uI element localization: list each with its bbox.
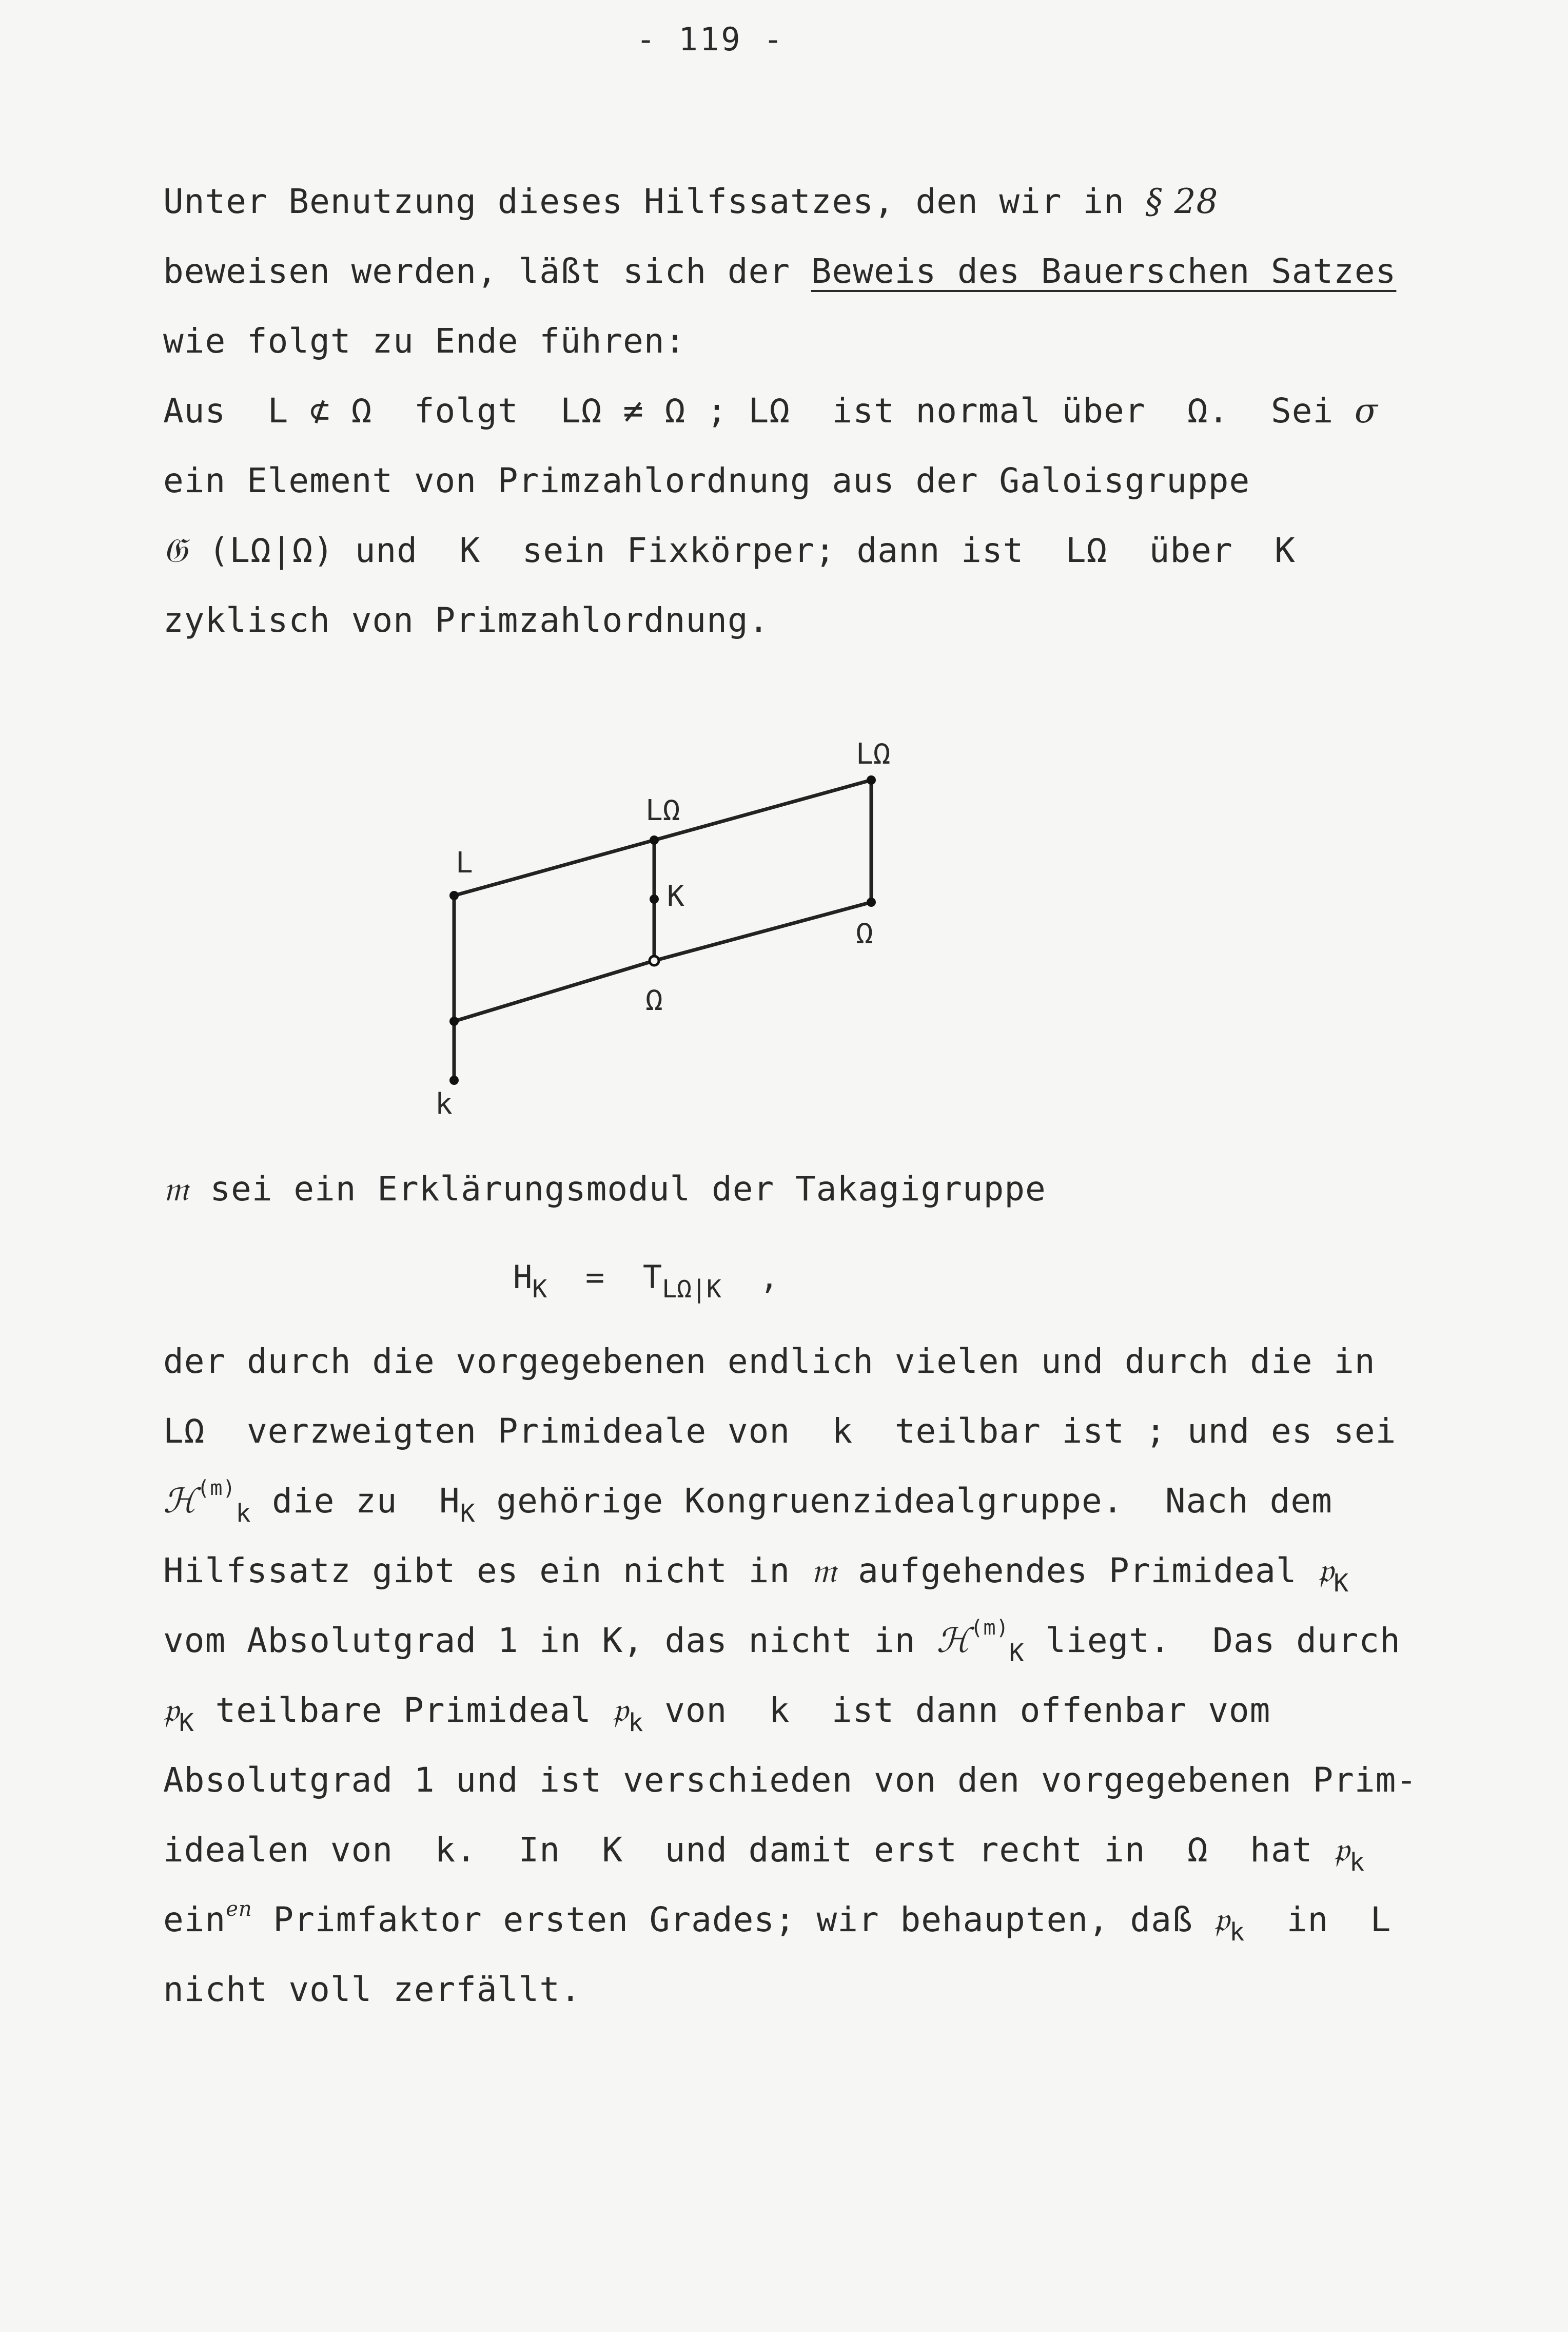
text-line-10: LΩ verzweigten Primideale von k teilbar ist ; und es sei [163,1411,1397,1451]
node-LO-top [867,775,876,785]
node-O-right [867,898,876,907]
galois-group-symbol: 𝔊 [163,531,188,570]
text-line-17: ein$^{en}$ Primfaktor ersten Grades; wir behaupten, daß 𝔭$_k$ in L [163,1897,1391,1947]
label-k: k [435,1087,453,1121]
node-L [449,891,459,900]
text-line-5: ein Element von Primzahlordnung aus der Galoisgruppe [163,461,1250,500]
diagram-edge [454,840,654,896]
diagram-edge [654,780,871,840]
text-line-16: idealen von k. In K und damit erst recht in Ω hat 𝔭$_k$ [163,1830,1365,1877]
label-O-right: Ω [856,917,873,950]
diagram-edge [654,902,871,961]
modulus-symbol: 𝔪 [163,1169,189,1209]
label-L: L [456,846,473,880]
text-line-8: 𝔪 sei ein Erklärungsmodul der Takagigruppe [163,1169,1046,1209]
text-line-11: ℋ$^{(m)}_k$ die zu $H_K$ gehörige Kongruenzidealgruppe. Nach dem [163,1476,1332,1528]
text-line-3: wie folgt zu Ende führen: [163,321,686,361]
label-O-mid: Ω [645,984,663,1017]
page-number: - 119 - [636,21,785,58]
handwritten-correction: en [226,1897,252,1921]
text-line-7: zyklisch von Primzahlordnung. [163,600,770,640]
text-line-6: 𝔊 (LΩ|Ω) und K sein Fixkörper; dann ist LΩ über K [163,531,1296,570]
text-line-4: Aus L ⊄ Ω folgt LΩ ≠ Ω ; LΩ ist normal über Ω. Sei σ [163,391,1378,431]
text-line-9: der durch die vorgegebenen endlich vielen und durch die in [163,1342,1376,1381]
node-O-mid [650,956,659,965]
node-K [650,895,659,904]
node-k [449,1076,459,1085]
label-LO-top: LΩ [856,737,891,771]
text-line-2: beweisen werden, läßt sich der Beweis des Bauerschen Satzes [163,251,1397,291]
text-line-1: Unter Benutzung dieses Hilfssatzes, den wir in § 28 [163,182,1219,221]
formula-takagi-group: $H_K = T_{L\Omega|K}$ , [513,1258,779,1304]
text-line-12: Hilfssatz gibt es ein nicht in 𝔪 aufgehendes Primideal 𝔭$_K$ [163,1551,1349,1598]
text-line-15: Absolutgrad 1 und ist verschieden von den vorgegebenen Prim- [163,1760,1418,1800]
node-LO-mid [650,835,659,845]
text-line-14: 𝔭$_K$ teilbare Primideal 𝔭$_k$ von k ist dann offenbar vom [163,1690,1271,1737]
node-O-left [449,1017,459,1026]
diagram-edge [454,961,654,1021]
text-line-18: nicht voll zerfällt. [163,1970,581,2009]
label-LO-mid: LΩ [645,794,680,827]
underlined-phrase: Beweis des Bauerschen Satzes [811,251,1397,291]
label-K: K [667,880,684,913]
section-reference: § 28 [1145,182,1219,221]
text-line-13: vom Absolutgrad 1 in K, das nicht in ℋ$^{(m)}_K$ liegt. Das durch [163,1616,1401,1667]
